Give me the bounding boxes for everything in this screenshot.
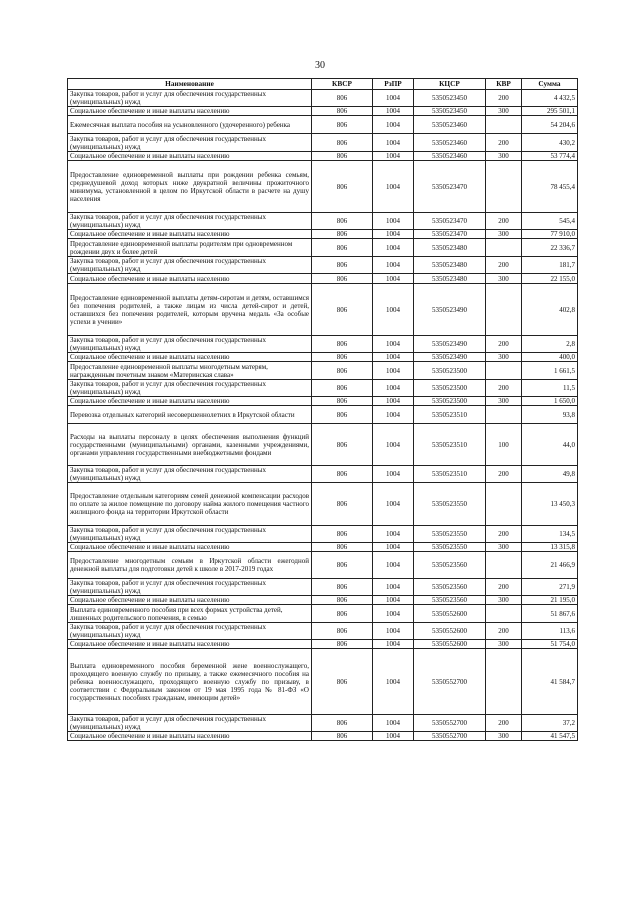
row-sum-cell: 271,9: [522, 579, 578, 596]
row-name-cell: Социальное обеспечение и иные выплаты населению: [68, 152, 312, 161]
row-kvr-cell: [486, 362, 522, 380]
table-row: [68, 596, 578, 605]
row-name-cell: Социальное обеспечение и иные выплаты населению: [68, 353, 312, 362]
row-sum-cell: 44,0: [522, 424, 578, 466]
row-kvr-cell: [486, 649, 522, 715]
row-sum-cell: 181,7: [522, 257, 578, 274]
table-row: [68, 483, 578, 526]
row-kvsr-cell: 806: [312, 406, 373, 424]
header-kvr: КВР: [486, 79, 522, 90]
row-name-cell: Предоставление многодетным семьям в Иркутской области ежегодной денежной выплаты для подготовки детей к школе в 2017-2019 годах: [68, 552, 312, 579]
row-sum-cell: 2,8: [522, 336, 578, 353]
row-rzpr-cell: 1004: [373, 336, 414, 353]
row-name-cell: Расходы на выплаты персоналу в целях обеспечения выполнения функций государственными (муниципальными) органами, казенными учреждениями, органами управления государственными внебюджетными фондами: [68, 424, 312, 466]
row-kvsr-cell: 806: [312, 134, 373, 152]
row-kvr-cell: 200: [486, 380, 522, 397]
row-kvsr-cell: 806: [312, 353, 373, 362]
row-kvsr-cell: 806: [312, 161, 373, 213]
row-rzpr-cell: 1004: [373, 552, 414, 579]
row-kcsr-cell: 5350523550: [414, 483, 486, 526]
row-sum-cell: 1 661,5: [522, 362, 578, 380]
row-rzpr-cell: 1004: [373, 353, 414, 362]
table-row: [68, 213, 578, 230]
row-name-cell: Предоставление единовременной выплаты при рождении ребенка семьям, среднедушевой доход которых ниже двукратной величины прожиточного минимума, установленной в целом по Иркутской области в расчете на душу населения: [68, 161, 312, 213]
row-name-cell: Закупка товаров, работ и услуг для обеспечения государственных (муниципальных) нужд: [68, 623, 312, 640]
row-kcsr-cell: 5350523510: [414, 424, 486, 466]
row-rzpr-cell: 1004: [373, 732, 414, 741]
row-kvsr-cell: 806: [312, 274, 373, 284]
row-name-cell: Закупка товаров, работ и услуг для обеспечения государственных (муниципальных) нужд: [68, 526, 312, 543]
row-kcsr-cell: 5350523450: [414, 90, 486, 107]
row-kcsr-cell: 5350523470: [414, 213, 486, 230]
row-sum-cell: 41 547,5: [522, 732, 578, 741]
row-kvsr-cell: 806: [312, 552, 373, 579]
table-row: [68, 397, 578, 406]
row-kvsr-cell: 806: [312, 526, 373, 543]
row-kvsr-cell: 806: [312, 213, 373, 230]
table-header: [68, 79, 578, 90]
row-sum-cell: 53 774,4: [522, 152, 578, 161]
row-kvr-cell: [486, 116, 522, 134]
row-kvr-cell: 300: [486, 353, 522, 362]
row-rzpr-cell: 1004: [373, 116, 414, 134]
row-kcsr-cell: 5350552700: [414, 649, 486, 715]
header-rzpr: РзПР: [373, 79, 414, 90]
row-kcsr-cell: 5350523500: [414, 362, 486, 380]
row-sum-cell: 295 501,1: [522, 107, 578, 116]
row-sum-cell: 49,8: [522, 466, 578, 483]
row-kvr-cell: 200: [486, 213, 522, 230]
row-kvsr-cell: 806: [312, 596, 373, 605]
row-sum-cell: 21 195,0: [522, 596, 578, 605]
row-kcsr-cell: 5350552700: [414, 715, 486, 732]
row-rzpr-cell: 1004: [373, 230, 414, 239]
table-row: [68, 649, 578, 715]
table-row: [68, 134, 578, 152]
row-sum-cell: 430,2: [522, 134, 578, 152]
row-name-cell: Закупка товаров, работ и услуг для обеспечения государственных (муниципальных) нужд: [68, 466, 312, 483]
row-rzpr-cell: 1004: [373, 406, 414, 424]
row-kcsr-cell: 5350523460: [414, 134, 486, 152]
table-body: [68, 90, 578, 741]
table-row: [68, 353, 578, 362]
table-row: [68, 161, 578, 213]
table-row: [68, 336, 578, 353]
row-name-cell: Закупка товаров, работ и услуг для обеспечения государственных (муниципальных) нужд: [68, 134, 312, 152]
row-kcsr-cell: 5350523510: [414, 466, 486, 483]
row-name-cell: Закупка товаров, работ и услуг для обеспечения государственных (муниципальных) нужд: [68, 579, 312, 596]
row-kvr-cell: 300: [486, 152, 522, 161]
row-rzpr-cell: 1004: [373, 424, 414, 466]
row-kvr-cell: [486, 552, 522, 579]
row-name-cell: Выплата единовременного пособия беременной жене военнослужащего, проходящего военную службу по призыву, а также ежемесячного пособия на ребенка военнослужащего, проходящего военную службу по призыву, в соответствии с Федеральным законом от 19 мая 1995 года № 81-ФЗ «О государственных пособиях гражданам, имеющим детей»: [68, 649, 312, 715]
row-sum-cell: 22 336,7: [522, 239, 578, 257]
row-sum-cell: 402,8: [522, 284, 578, 336]
row-kvr-cell: [486, 605, 522, 623]
row-rzpr-cell: 1004: [373, 623, 414, 640]
row-kcsr-cell: 5350523510: [414, 406, 486, 424]
row-kcsr-cell: 5350523500: [414, 380, 486, 397]
row-rzpr-cell: 1004: [373, 134, 414, 152]
row-rzpr-cell: 1004: [373, 649, 414, 715]
table-row: [68, 732, 578, 741]
row-rzpr-cell: 1004: [373, 90, 414, 107]
row-kcsr-cell: 5350552700: [414, 732, 486, 741]
row-rzpr-cell: 1004: [373, 579, 414, 596]
row-name-cell: Предоставление единовременной выплаты многодетным матерям, награжденным почетным знаком «Материнская слава»: [68, 362, 312, 380]
row-kcsr-cell: 5350523560: [414, 596, 486, 605]
header-name: Наименование: [68, 79, 312, 90]
row-kvr-cell: [486, 483, 522, 526]
row-kvsr-cell: 806: [312, 623, 373, 640]
row-name-cell: Закупка товаров, работ и услуг для обеспечения государственных (муниципальных) нужд: [68, 336, 312, 353]
row-sum-cell: 77 910,0: [522, 230, 578, 239]
row-kcsr-cell: 5350523560: [414, 579, 486, 596]
row-kcsr-cell: 5350523550: [414, 526, 486, 543]
row-rzpr-cell: 1004: [373, 257, 414, 274]
row-sum-cell: 22 155,0: [522, 274, 578, 284]
row-kvsr-cell: 806: [312, 107, 373, 116]
table-row: [68, 424, 578, 466]
row-kvsr-cell: 806: [312, 715, 373, 732]
row-kvr-cell: [486, 284, 522, 336]
row-rzpr-cell: 1004: [373, 483, 414, 526]
row-kcsr-cell: 5350523470: [414, 161, 486, 213]
table-row: [68, 543, 578, 552]
row-name-cell: Закупка товаров, работ и услуг для обеспечения государственных (муниципальных) нужд: [68, 257, 312, 274]
row-name-cell: Социальное обеспечение и иные выплаты населению: [68, 107, 312, 116]
row-kvr-cell: 200: [486, 623, 522, 640]
table-row: [68, 552, 578, 579]
row-rzpr-cell: 1004: [373, 362, 414, 380]
row-name-cell: Закупка товаров, работ и услуг для обеспечения государственных (муниципальных) нужд: [68, 213, 312, 230]
table-row: [68, 274, 578, 284]
header-kcsr: КЦСР: [414, 79, 486, 90]
row-kcsr-cell: 5350523490: [414, 336, 486, 353]
row-kvsr-cell: 806: [312, 336, 373, 353]
row-kvsr-cell: 806: [312, 424, 373, 466]
row-name-cell: Ежемесячная выплата пособия на усыновленного (удочеренного) ребенка: [68, 116, 312, 134]
row-kvsr-cell: 806: [312, 397, 373, 406]
row-kcsr-cell: 5350523500: [414, 397, 486, 406]
row-kvr-cell: 100: [486, 424, 522, 466]
table-row: [68, 284, 578, 336]
row-kvr-cell: [486, 161, 522, 213]
row-name-cell: Закупка товаров, работ и услуг для обеспечения государственных (муниципальных) нужд: [68, 715, 312, 732]
row-rzpr-cell: 1004: [373, 543, 414, 552]
row-kvr-cell: 300: [486, 274, 522, 284]
budget-table: [67, 78, 578, 741]
table-row: [68, 715, 578, 732]
row-sum-cell: 1 650,0: [522, 397, 578, 406]
row-kvr-cell: 300: [486, 596, 522, 605]
row-kvr-cell: 200: [486, 134, 522, 152]
row-kvsr-cell: 806: [312, 732, 373, 741]
table-row: [68, 526, 578, 543]
row-sum-cell: 37,2: [522, 715, 578, 732]
table-row: [68, 90, 578, 107]
row-kvr-cell: 300: [486, 543, 522, 552]
row-rzpr-cell: 1004: [373, 239, 414, 257]
row-rzpr-cell: 1004: [373, 715, 414, 732]
table-row: [68, 579, 578, 596]
table-row: [68, 623, 578, 640]
row-kvsr-cell: 806: [312, 380, 373, 397]
page-number: 30: [315, 60, 325, 71]
row-kcsr-cell: 5350523480: [414, 239, 486, 257]
row-rzpr-cell: 1004: [373, 466, 414, 483]
row-name-cell: Предоставление единовременной выплаты родителям при одновременном рождении двух и более детей: [68, 239, 312, 257]
row-kvsr-cell: 806: [312, 230, 373, 239]
row-kvsr-cell: 806: [312, 90, 373, 107]
row-name-cell: Предоставление единовременной выплаты детям-сиротам и детям, оставшимся без попечения родителей, а также лицам из числа детей-сирот и детей, оставшихся без попечения родителей, которым вручена медаль «За особые успехи в учении»: [68, 284, 312, 336]
row-kvr-cell: 200: [486, 579, 522, 596]
row-rzpr-cell: 1004: [373, 397, 414, 406]
row-rzpr-cell: 1004: [373, 107, 414, 116]
row-kvsr-cell: 806: [312, 257, 373, 274]
row-name-cell: Социальное обеспечение и иные выплаты населению: [68, 397, 312, 406]
row-sum-cell: 51 867,6: [522, 605, 578, 623]
row-sum-cell: 13 315,8: [522, 543, 578, 552]
row-kvsr-cell: 806: [312, 543, 373, 552]
row-kvr-cell: 300: [486, 732, 522, 741]
row-kvsr-cell: 806: [312, 605, 373, 623]
row-kvsr-cell: 806: [312, 152, 373, 161]
table-row: [68, 116, 578, 134]
row-sum-cell: 134,5: [522, 526, 578, 543]
row-rzpr-cell: 1004: [373, 596, 414, 605]
table-row: [68, 230, 578, 239]
row-sum-cell: 93,8: [522, 406, 578, 424]
row-sum-cell: 21 466,9: [522, 552, 578, 579]
row-name-cell: Предоставление отдельным категориям семей денежной компенсации расходов по оплате за жилое помещение по договору найма жилого помещения частного жилищного фонда на территории Иркутской области: [68, 483, 312, 526]
row-sum-cell: 78 455,4: [522, 161, 578, 213]
table-row: [68, 257, 578, 274]
row-kvr-cell: 200: [486, 715, 522, 732]
row-name-cell: Закупка товаров, работ и услуг для обеспечения государственных (муниципальных) нужд: [68, 380, 312, 397]
row-name-cell: Социальное обеспечение и иные выплаты населению: [68, 230, 312, 239]
row-kvsr-cell: 806: [312, 284, 373, 336]
row-name-cell: Социальное обеспечение и иные выплаты населению: [68, 274, 312, 284]
row-sum-cell: 41 584,7: [522, 649, 578, 715]
header-row: [68, 79, 578, 90]
row-kvr-cell: 200: [486, 257, 522, 274]
row-kcsr-cell: 5350523460: [414, 116, 486, 134]
row-kcsr-cell: 5350552600: [414, 640, 486, 649]
row-kcsr-cell: 5350523480: [414, 274, 486, 284]
row-sum-cell: 51 754,0: [522, 640, 578, 649]
row-kcsr-cell: 5350523480: [414, 257, 486, 274]
row-name-cell: Социальное обеспечение и иные выплаты населению: [68, 596, 312, 605]
row-kvr-cell: 300: [486, 230, 522, 239]
row-rzpr-cell: 1004: [373, 526, 414, 543]
table-row: [68, 466, 578, 483]
row-sum-cell: 545,4: [522, 213, 578, 230]
table-row: [68, 362, 578, 380]
table-row: [68, 107, 578, 116]
row-kvsr-cell: 806: [312, 640, 373, 649]
row-kcsr-cell: 5350523470: [414, 230, 486, 239]
row-kcsr-cell: 5350523550: [414, 543, 486, 552]
row-kvr-cell: 200: [486, 90, 522, 107]
row-rzpr-cell: 1004: [373, 380, 414, 397]
row-kvsr-cell: 806: [312, 579, 373, 596]
row-sum-cell: 4 432,5: [522, 90, 578, 107]
row-sum-cell: 13 450,3: [522, 483, 578, 526]
row-kvsr-cell: 806: [312, 466, 373, 483]
header-sum: Сумма: [522, 79, 578, 90]
row-sum-cell: 113,6: [522, 623, 578, 640]
row-kvr-cell: 300: [486, 640, 522, 649]
table-row: [68, 605, 578, 623]
row-rzpr-cell: 1004: [373, 213, 414, 230]
row-name-cell: Выплата единовременного пособия при всех формах устройства детей, лишенных родительского попечения, в семью: [68, 605, 312, 623]
row-kcsr-cell: 5350523460: [414, 152, 486, 161]
row-name-cell: Социальное обеспечение и иные выплаты населению: [68, 640, 312, 649]
row-sum-cell: 54 204,6: [522, 116, 578, 134]
row-rzpr-cell: 1004: [373, 605, 414, 623]
row-name-cell: Закупка товаров, работ и услуг для обеспечения государственных (муниципальных) нужд: [68, 90, 312, 107]
row-name-cell: Социальное обеспечение и иные выплаты населению: [68, 732, 312, 741]
row-kvr-cell: 200: [486, 526, 522, 543]
table-row: [68, 640, 578, 649]
row-rzpr-cell: 1004: [373, 152, 414, 161]
row-kcsr-cell: 5350523450: [414, 107, 486, 116]
row-name-cell: Социальное обеспечение и иные выплаты населению: [68, 543, 312, 552]
row-kcsr-cell: 5350523490: [414, 284, 486, 336]
table-row: [68, 152, 578, 161]
row-kvr-cell: 200: [486, 466, 522, 483]
row-kcsr-cell: 5350523560: [414, 552, 486, 579]
row-kvsr-cell: 806: [312, 649, 373, 715]
table-row: [68, 380, 578, 397]
row-kvr-cell: 200: [486, 336, 522, 353]
row-kvr-cell: 300: [486, 397, 522, 406]
row-kvsr-cell: 806: [312, 116, 373, 134]
row-sum-cell: 11,5: [522, 380, 578, 397]
row-rzpr-cell: 1004: [373, 284, 414, 336]
row-kcsr-cell: 5350552600: [414, 605, 486, 623]
row-kvr-cell: [486, 406, 522, 424]
row-kvsr-cell: 806: [312, 362, 373, 380]
row-kvr-cell: 300: [486, 107, 522, 116]
row-sum-cell: 400,0: [522, 353, 578, 362]
row-kcsr-cell: 5350523490: [414, 353, 486, 362]
row-kvsr-cell: 806: [312, 483, 373, 526]
row-kvr-cell: [486, 239, 522, 257]
row-kcsr-cell: 5350552600: [414, 623, 486, 640]
row-rzpr-cell: 1004: [373, 640, 414, 649]
table-row: [68, 239, 578, 257]
row-name-cell: Перевозка отдельных категорий несовершеннолетних в Иркутской области: [68, 406, 312, 424]
table-row: [68, 406, 578, 424]
row-kvsr-cell: 806: [312, 239, 373, 257]
row-rzpr-cell: 1004: [373, 274, 414, 284]
header-kvsr: КВСР: [312, 79, 373, 90]
row-rzpr-cell: 1004: [373, 161, 414, 213]
